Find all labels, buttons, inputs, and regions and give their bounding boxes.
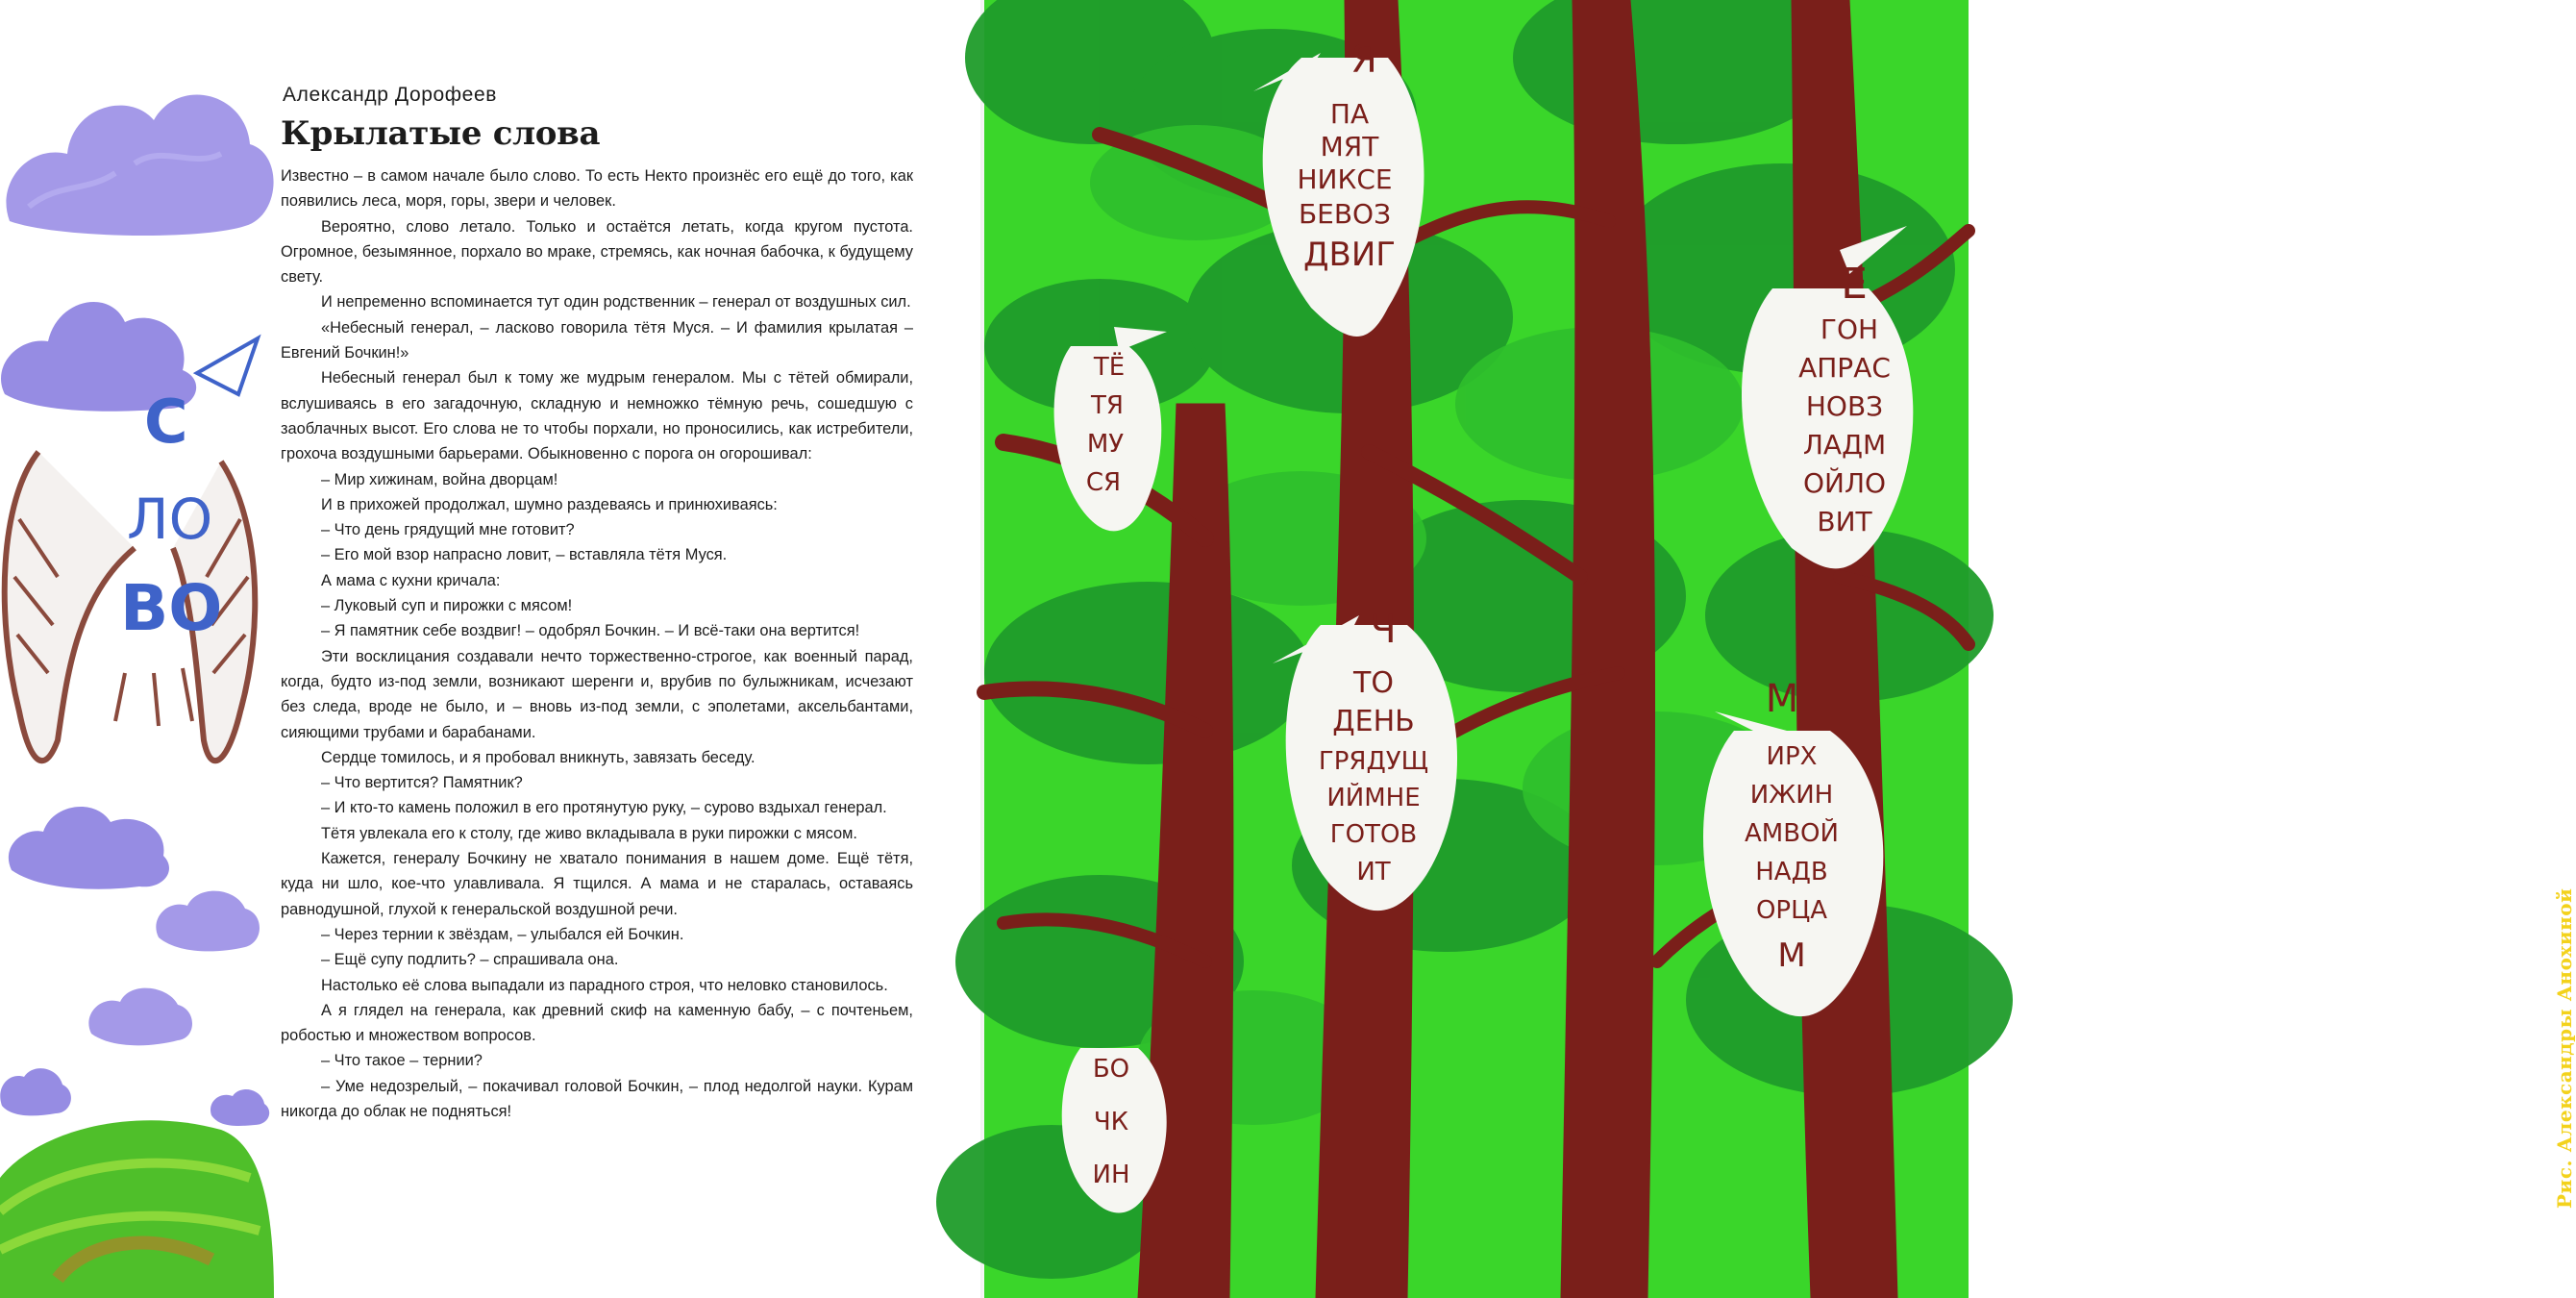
bird-word-line: Я [1350, 37, 1377, 82]
author-name: Александр Дорофеев [283, 84, 497, 106]
article-paragraph: – И кто-то камень положил в его протянутую руку, – сурово вздыхал генерал. [321, 799, 887, 817]
article-paragraph: А я глядел на генерала, как древний скиф на каменную бабу, – с почтеньем, робостью и множеством вопросов. [281, 1001, 913, 1045]
article-paragraph: Эти восклицания создавали нечто торжественно-строгое, как военный парад, когда, будто из-под земли, возникают шеренги и, врубив по булыжникам, исчезают без следа, вроде не было, и – вновь из-под земли, с эполетами, аксельбантами, сияющими трубами и барабанами. [281, 647, 913, 741]
article-paragraph: Сердце томилось, и я пробовал вникнуть, завязать беседу. [321, 748, 755, 766]
bird-letter: ЛО [127, 487, 213, 552]
bird-word-line: М [1777, 936, 1806, 975]
bird-letter: С [144, 387, 188, 457]
bird-word-line: НАДВ [1755, 858, 1828, 886]
bird-word-line: ДВИГ [1302, 236, 1397, 274]
bird-word-line: ГОН [1820, 313, 1879, 345]
bird-word-line: АМВОЙ [1745, 819, 1839, 848]
bird-word-line: БО [1092, 1055, 1130, 1084]
article-paragraph: – Ещё супу подлить? – спрашивала она. [321, 951, 619, 969]
article-body [281, 163, 913, 1124]
cloud-icon [6, 95, 273, 236]
bird-word-line: ТЯ [1091, 391, 1124, 420]
article-paragraph: Известно – в самом начале было слово. То есть Некто произнёс его ещё до того, как появились леса, моря, горы, звери и человек. [281, 167, 913, 211]
bird-word-line: ИРХ [1766, 742, 1818, 771]
bird-word-line: БЕВОЗ [1298, 198, 1392, 230]
article-paragraph: И в прихожей продолжал, шумно раздеваясь и принюхиваясь: [321, 495, 778, 513]
article-paragraph: – Его мой взор напрасно ловит, – вставляла тётя Муся. [321, 546, 728, 564]
bird-word-line: ТЁ [1093, 353, 1126, 382]
bird-word-line: ТО [1353, 666, 1394, 700]
bird-word-line: ПА [1329, 98, 1370, 130]
cloud-icon [9, 807, 169, 889]
article-paragraph: Кажется, генералу Бочкину не хватало понимания в нашем доме. Ещё тётя, куда ни шло, кое-что улавливала. Я тщился. А мама и не старалась, оставаясь равнодушной, глухой к генеральской воздушной речи. [281, 850, 913, 918]
article-paragraph: – Я памятник себе воздвиг! – одобрял Бочкин. – И всё-таки она вертится! [321, 622, 860, 640]
right-page [984, 0, 2576, 1298]
left-illustration [0, 0, 279, 1298]
article-paragraph: – Что такое – тернии? [321, 1052, 483, 1070]
cloud-icon [88, 988, 192, 1046]
article-paragraph: Тётя увлекала его к столу, где живо вкладывала в руки пирожки с мясом. [321, 824, 857, 842]
article-paragraph: – Уме недозрелый, – покачивал головой Бочкин, – плод недолгой науки. Курам никогда до облак не подняться! [281, 1077, 913, 1120]
bird-word-line: Ч [1370, 608, 1397, 652]
left-page [0, 0, 984, 1298]
bird-word-line: АПРАС [1798, 352, 1891, 384]
illustration-credit: Рис. Александры Анохиной [2553, 887, 2576, 1209]
bird-word-line: ИН [1092, 1161, 1130, 1189]
article-paragraph: – Мир хижинам, война дворцам! [321, 470, 558, 488]
bird-word-line: Е [1841, 260, 1868, 309]
bird-word-line: ИЖИН [1749, 781, 1834, 810]
article [281, 81, 913, 1124]
article-paragraph: – Что день грядущий мне готовит? [321, 521, 575, 539]
bird-word-line: МЯТ [1320, 131, 1379, 162]
bird-word-line: ВИТ [1817, 506, 1872, 537]
article-paragraph: А мама с кухни кричала: [321, 571, 501, 589]
article-title: Крылатые слова [281, 114, 601, 153]
bird-word-line: ИЙМНЕ [1326, 784, 1421, 812]
article-paragraph: – Луковый суп и пирожки с мясом! [321, 597, 573, 615]
article-paragraph: – Что вертится? Памятник? [321, 774, 523, 792]
bird-word-line: НОВЗ [1805, 390, 1884, 422]
bird-word-line: ЧК [1093, 1108, 1129, 1136]
bird-word-line: СЯ [1085, 468, 1122, 497]
article-paragraph: Настолько её слова выпадали из парадного строя, что неловко становилось. [321, 976, 888, 994]
article-paragraph: – Через тернии к звёздам, – улыбался ей Бочкин. [321, 925, 684, 943]
bird-word-line: ГОТОВ [1329, 820, 1418, 849]
bird-word-line: ГРЯДУЩ [1318, 747, 1429, 776]
bird-word-line: ЛАДМ [1802, 429, 1887, 461]
cloud-icon [0, 1068, 269, 1126]
bird-word-line: НИКСЕ [1297, 163, 1393, 195]
bird-word-line: ОРЦА [1755, 896, 1828, 925]
article-paragraph: Вероятно, слово летало. Только и остаётся летать, когда кругом пустота. Огромное, безымянное, порхало во мраке, стремясь, как ночная бабочка, к будущему свету. [281, 217, 913, 287]
forest-illustration [984, 0, 1969, 1298]
green-hill [0, 1120, 274, 1298]
bird-word-line: ИТ [1356, 858, 1391, 886]
article-paragraph: «Небесный генерал, – ласково говорила тётя Муся. – И фамилия крылатая – Евгений Бочкин!» [281, 318, 913, 362]
article-paragraph: Небесный генерал был к тому же мудрым генералом. Мы с тётей обмирали, вслушиваясь в его загадочную, складную и немножко тёмную речь, сошедшую с заоблачных высот. Его слова не то чтобы порхали, но проносились, как истребители, грохоча воздушными барьерами. Обыкновенно с порога он огорошивал: [281, 369, 913, 463]
bird-word-line: М [1765, 677, 1799, 721]
article-paragraph: И непременно вспоминается тут один родственник – генерал от воздушных сил. [321, 293, 911, 312]
cloud-icon [156, 891, 260, 952]
bird-word-line: ДЕНЬ [1332, 705, 1415, 738]
bird-word-line: МУ [1086, 430, 1125, 459]
bird-letter: ВО [120, 571, 223, 645]
bird-word-line: ОЙЛО [1802, 467, 1887, 499]
